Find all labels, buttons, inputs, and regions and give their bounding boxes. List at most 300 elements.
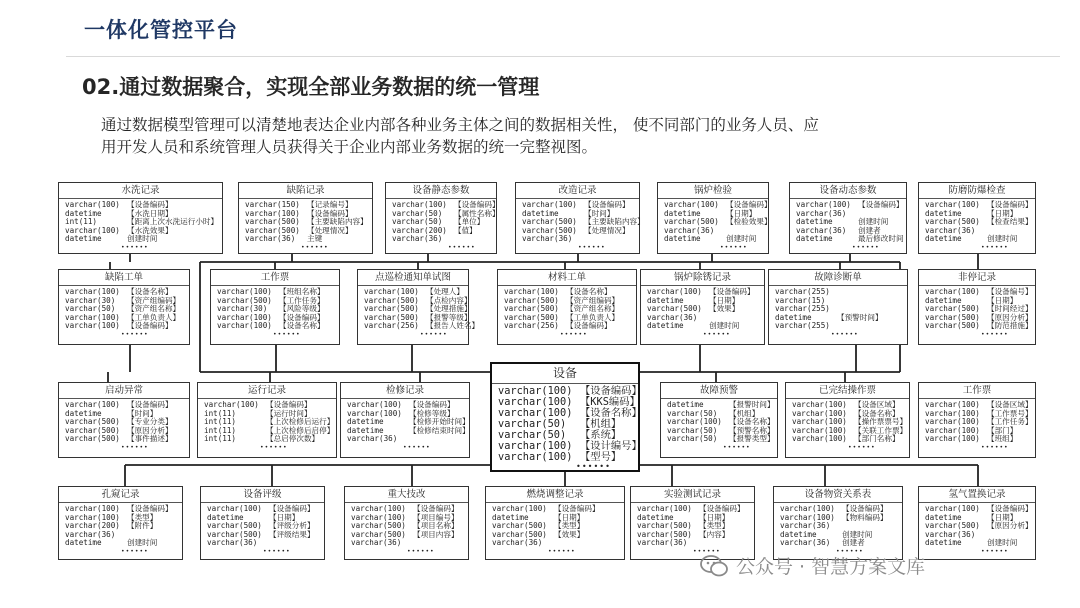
entity-field — [664, 235, 764, 244]
field-type: datetime — [925, 234, 962, 244]
field-type: datetime — [925, 295, 962, 305]
entity-title: 启动异常 — [59, 383, 189, 399]
field-name: 【设备编码】 — [269, 504, 315, 513]
field-type: varchar(100) — [351, 512, 406, 522]
field-type: varchar(100) — [492, 504, 547, 513]
field-name: 【处理人】 — [426, 287, 464, 296]
field-type: varchar(36) — [65, 529, 116, 539]
field-name: 【原因分析】 — [127, 425, 173, 435]
entity-table-t18 — [660, 382, 778, 458]
entity-field — [925, 235, 1031, 244]
field-name: 【报告人姓名】 — [426, 321, 480, 331]
field-name: 【日期】 — [987, 208, 1018, 218]
field-type: varchar(500) — [364, 295, 419, 305]
more-fields-ellipsis: •••••• — [703, 330, 731, 338]
field-name: 【检验效果】 — [726, 217, 772, 227]
more-fields-ellipsis: •••••• — [407, 547, 435, 555]
field-type: varchar(500) — [637, 521, 692, 531]
field-type: varchar(500) — [504, 312, 559, 322]
field-name: 【设计编号】 — [580, 440, 642, 452]
entity-title: 故障预警 — [661, 383, 777, 399]
field-type: varchar(500) — [245, 225, 300, 235]
more-fields-ellipsis: •••••• — [121, 330, 149, 338]
field-name: 【上次检修后启停】 — [266, 425, 335, 435]
field-name — [837, 288, 903, 297]
field-name: 【点检内容】 — [426, 295, 472, 305]
more-fields-ellipsis: •••••• — [578, 243, 606, 251]
field-type: varchar(36) — [780, 521, 831, 531]
field-name: 【水洗日期】 — [127, 208, 173, 218]
field-type: datetime — [925, 208, 962, 218]
field-type: varchar(100) — [780, 512, 835, 522]
entity-table-t11 — [640, 269, 765, 345]
field-name: 【处理情况】 — [584, 225, 630, 235]
field-name: 【工作任务】 — [987, 417, 1033, 427]
field-name: 【设备编码】 — [413, 504, 459, 513]
field-type: varchar(100) — [925, 425, 980, 435]
field-name: 【报警类型】 — [729, 434, 775, 444]
entity-table-t9 — [357, 269, 480, 345]
field-name: 【日期】 — [709, 295, 740, 305]
field-type: varchar(500) — [925, 521, 980, 531]
entity-table-t17 — [490, 362, 640, 472]
field-name: 创建时间 — [987, 538, 1018, 548]
field-type: varchar(36) — [796, 208, 847, 218]
entity-field — [780, 539, 898, 548]
field-name: 【资产组名称】 — [127, 304, 181, 314]
field-name: 【事件描述】 — [127, 434, 173, 444]
field-type: varchar(36) — [780, 538, 831, 548]
field-type: varchar(100) — [780, 504, 835, 513]
entity-field — [498, 452, 634, 463]
field-type: int(11) — [204, 408, 237, 418]
field-name: 【处理措施】 — [426, 304, 472, 314]
entity-title: 孔窥记录 — [59, 487, 182, 503]
field-type: varchar(500) — [522, 217, 577, 227]
field-type: varchar(36) — [245, 234, 296, 244]
field-name: 【工作票号】 — [987, 408, 1033, 418]
field-name: 【评级分析】 — [269, 521, 315, 531]
field-name: 【设备名称】 — [279, 321, 325, 331]
entity-title: 设备静态参数 — [386, 183, 496, 199]
field-type: varchar(100) — [522, 200, 577, 209]
field-type: varchar(100) — [498, 396, 573, 408]
field-name — [837, 297, 903, 306]
field-name: 【设备名称】 — [566, 287, 612, 296]
field-name: 【设备名称】 — [854, 408, 900, 418]
field-type: varchar(100) — [925, 504, 980, 513]
entity-field — [351, 539, 464, 548]
field-name: 主键 — [307, 234, 323, 244]
field-name: 【单位】 — [454, 217, 485, 227]
field-type: varchar(100) — [65, 200, 120, 209]
field-type: varchar(100) — [796, 200, 851, 209]
field-type: int(11) — [204, 434, 237, 444]
field-name: 【项目名称】 — [413, 521, 459, 531]
more-fields-ellipsis: •••••• — [548, 547, 576, 555]
entity-title: 运行记录 — [198, 383, 336, 399]
field-name: 【部门】 — [987, 425, 1018, 435]
more-fields-ellipsis: •••••• — [121, 547, 149, 555]
field-name: 创建者 — [842, 538, 865, 548]
field-type: varchar(200) — [65, 521, 120, 531]
entity-table-t19 — [785, 382, 910, 458]
field-name — [413, 539, 464, 548]
field-type: varchar(36) — [492, 538, 543, 548]
entity-title: 材料工单 — [498, 270, 636, 286]
field-name: 【时间经过】 — [987, 304, 1033, 314]
field-type: varchar(500) — [522, 225, 577, 235]
entity-title: 非停记录 — [919, 270, 1035, 286]
field-name: 【报警等级】 — [426, 312, 472, 322]
entity-title: 设备物资关系表 — [774, 487, 902, 503]
field-type: varchar(100) — [347, 408, 402, 418]
entity-table-t24 — [485, 486, 625, 560]
field-type: varchar(100) — [792, 408, 847, 418]
field-name: 【设备编码】 — [842, 504, 888, 513]
field-name: 【评级结果】 — [269, 529, 315, 539]
field-type: datetime — [65, 234, 102, 244]
field-name: 【设备编号】 — [987, 287, 1033, 296]
field-type: varchar(150) — [245, 200, 300, 209]
entity-field — [925, 322, 1031, 331]
field-type: varchar(256) — [504, 321, 559, 331]
field-type: datetime — [492, 512, 529, 522]
field-type: varchar(500) — [364, 304, 419, 314]
field-name: 【记录编号】 — [307, 200, 353, 209]
field-name: 【日期】 — [269, 512, 300, 522]
field-type: datetime — [347, 425, 384, 435]
entity-table-t25 — [630, 486, 755, 560]
field-name: 【日期】 — [554, 512, 585, 522]
field-name: 【工单负责人】 — [566, 312, 620, 322]
entity-title: 水洗记录 — [59, 183, 222, 199]
entity-title: 已完结操作票 — [786, 383, 909, 399]
field-type: varchar(500) — [664, 217, 719, 227]
entity-title: 设备动态参数 — [790, 183, 906, 199]
more-fields-ellipsis: •••••• — [448, 243, 476, 251]
field-name: 【KKS编码】 — [580, 396, 640, 408]
field-type: varchar(500) — [364, 312, 419, 322]
field-name: 【检查结果】 — [987, 217, 1033, 227]
field-name: 【类型】 — [699, 521, 730, 531]
entity-table-t15 — [197, 382, 337, 458]
field-name: 【班组名称】 — [279, 287, 325, 296]
entity-field — [245, 235, 368, 244]
entity-title: 燃烧调整记录 — [486, 487, 624, 503]
entity-table-t4 — [657, 182, 772, 254]
more-fields-ellipsis: •••••• — [263, 547, 291, 555]
entity-title: 设备评级 — [201, 487, 324, 503]
field-type: datetime — [347, 417, 384, 427]
field-name: 【报警时间】 — [729, 400, 775, 409]
field-type: datetime — [775, 312, 812, 322]
field-name: 【资产组编码】 — [127, 295, 181, 305]
field-name: 【物料编码】 — [842, 512, 888, 522]
entity-table-t0 — [58, 182, 223, 254]
field-type: varchar(100) — [498, 407, 573, 419]
field-type: varchar(500) — [245, 217, 300, 227]
entity-table-t2 — [385, 182, 500, 254]
field-name: 【机组】 — [580, 418, 622, 430]
field-type: varchar(36) — [347, 434, 398, 444]
entity-title: 改造记录 — [516, 183, 639, 199]
field-type: varchar(50) — [498, 429, 567, 441]
entity-table-t26 — [773, 486, 903, 560]
entity-table-t22 — [200, 486, 325, 560]
more-fields-ellipsis: •••••• — [403, 443, 431, 451]
field-type: varchar(500) — [492, 529, 547, 539]
field-name: 【设备编码】 — [554, 504, 600, 513]
field-name: 【距离上次水洗运行小时】 — [127, 217, 219, 227]
platform-title: 一体化管控平台 — [84, 18, 238, 42]
field-type: varchar(100) — [65, 400, 120, 409]
entity-field — [65, 322, 185, 331]
field-type: int(11) — [204, 417, 237, 427]
field-name: 【预警时间】 — [837, 312, 883, 322]
entity-title: 检修记录 — [341, 383, 469, 399]
field-type: varchar(100) — [667, 417, 722, 427]
field-name: 【班组】 — [987, 434, 1018, 444]
field-type: varchar(100) — [207, 504, 262, 513]
field-type: varchar(30) — [217, 304, 268, 314]
field-type: varchar(100) — [664, 200, 719, 209]
field-name: 【设备编码】 — [127, 321, 173, 331]
entity-field — [492, 539, 620, 548]
field-name: 【检修开始时间】 — [409, 417, 470, 427]
field-name: 【原因分析】 — [987, 521, 1033, 531]
field-type: varchar(50) — [392, 217, 443, 227]
field-type: varchar(500) — [65, 425, 120, 435]
field-name: 【机组】 — [729, 408, 760, 418]
wechat-icon — [700, 555, 728, 577]
field-type: varchar(100) — [792, 400, 847, 409]
field-type: varchar(500) — [925, 304, 980, 314]
more-fields-ellipsis: •••••• — [831, 330, 859, 338]
field-type: int(11) — [65, 217, 98, 227]
field-type: varchar(500) — [207, 529, 262, 539]
field-type: varchar(36) — [796, 225, 847, 235]
field-type: varchar(100) — [364, 287, 419, 296]
field-name — [584, 235, 635, 244]
field-type: varchar(100) — [925, 408, 980, 418]
field-name: 【设备编码】 — [127, 400, 173, 409]
field-name: 【时间】 — [127, 408, 158, 418]
field-name: 最后修改时间 — [858, 234, 904, 244]
field-type: datetime — [664, 208, 701, 218]
field-name: 【设备名称】 — [580, 407, 642, 419]
entity-table-t10 — [497, 269, 637, 345]
field-name: 创建时间 — [858, 217, 889, 227]
field-type: datetime — [925, 512, 962, 522]
field-type: datetime — [796, 217, 833, 227]
field-name: 【日期】 — [987, 295, 1018, 305]
field-type: varchar(500) — [504, 304, 559, 314]
field-name: 【日期】 — [987, 512, 1018, 522]
entity-table-t1 — [238, 182, 373, 254]
field-type: varchar(500) — [65, 434, 120, 444]
field-type: datetime — [780, 529, 817, 539]
field-type: varchar(500) — [207, 521, 262, 531]
field-name: 【防范措施】 — [987, 321, 1033, 331]
more-fields-ellipsis: •••••• — [560, 330, 588, 338]
field-type: varchar(100) — [498, 451, 573, 463]
field-name: 【上次检修后运行】 — [266, 417, 335, 427]
field-type: varchar(255) — [775, 321, 830, 331]
watermark-text: 公众号 · 智慧方案文库 — [736, 556, 926, 578]
field-type: varchar(30) — [65, 295, 116, 305]
field-name: 【附件】 — [127, 521, 158, 531]
field-type: varchar(36) — [647, 312, 698, 322]
field-name: 【风险等级】 — [279, 304, 325, 314]
field-name: 【设备编码】 — [454, 200, 500, 209]
entity-field — [504, 322, 632, 331]
field-name: 【工作任务】 — [279, 295, 325, 305]
field-type: datetime — [522, 208, 559, 218]
entity-title: 实验测试记录 — [631, 487, 754, 503]
entity-title: 设备 — [492, 364, 638, 384]
field-name: 【属性名称】 — [454, 208, 500, 218]
field-name: 【设备编码】 — [279, 312, 325, 322]
more-fields-ellipsis: •••••• — [301, 243, 329, 251]
field-type: varchar(100) — [204, 400, 259, 409]
field-type: datetime — [925, 538, 962, 548]
field-name: 【关联工作票】 — [854, 425, 908, 435]
entity-title: 锅炉检验 — [658, 183, 768, 199]
field-type: varchar(50) — [65, 304, 116, 314]
field-name: 【设备编码】 — [987, 200, 1033, 209]
field-type: datetime — [667, 400, 704, 409]
field-name: 创建时间 — [842, 529, 873, 539]
field-type: int(11) — [204, 425, 237, 435]
field-type: varchar(100) — [925, 417, 980, 427]
field-name: 【设备编码】 — [987, 504, 1033, 513]
field-type: varchar(36) — [664, 225, 715, 235]
field-name: 【预警名称】 — [729, 425, 775, 435]
more-fields-ellipsis: •••••• — [836, 547, 864, 555]
field-name: 【设备编码】 — [584, 200, 630, 209]
field-name: 【设备编码】 — [566, 321, 612, 331]
field-type: varchar(100) — [217, 321, 272, 331]
field-name: 创建时间 — [987, 234, 1018, 244]
field-type: varchar(100) — [792, 434, 847, 444]
entity-table-t5 — [789, 182, 907, 254]
field-type: varchar(36) — [392, 234, 443, 244]
field-type: varchar(500) — [925, 217, 980, 227]
field-type: varchar(500) — [504, 295, 559, 305]
entity-title: 缺陷工单 — [59, 270, 189, 286]
field-type: varchar(36) — [207, 538, 258, 548]
field-type: varchar(100) — [392, 200, 447, 209]
entity-title: 氢气置换记录 — [919, 487, 1035, 503]
entity-table-t20 — [918, 382, 1036, 458]
entity-field — [647, 322, 760, 331]
entity-table-t7 — [58, 269, 190, 345]
entity-table-t16 — [340, 382, 470, 458]
field-name: 创建时间 — [127, 234, 158, 244]
entity-title: 缺陷记录 — [239, 183, 372, 199]
field-name: 创建时间 — [709, 321, 740, 331]
field-type: varchar(36) — [637, 538, 688, 548]
more-fields-ellipsis: •••••• — [273, 330, 301, 338]
field-name: 创建时间 — [726, 234, 757, 244]
description-line-1: 通过数据模型管理可以清楚地表达企业内部各种业务主体之间的数据相关性， 使不同部门的业务人员、应 — [101, 116, 819, 134]
more-fields-ellipsis: •••••• — [981, 330, 1009, 338]
field-type: varchar(500) — [217, 295, 272, 305]
field-name: 【日期】 — [726, 208, 757, 218]
field-type: varchar(50) — [498, 418, 567, 430]
field-name: 【设备编码】 — [580, 385, 642, 397]
field-type: varchar(100) — [65, 287, 120, 296]
field-name: 【检修结束时间】 — [409, 425, 470, 435]
entity-table-t12 — [768, 269, 908, 345]
section-title: 02.通过数据聚合，实现全部业务数据的统一管理 — [82, 75, 540, 99]
field-type: varchar(36) — [925, 225, 976, 235]
field-name: 【项目编号】 — [413, 512, 459, 522]
field-type: varchar(100) — [65, 504, 120, 513]
field-type: varchar(100) — [504, 287, 559, 296]
more-fields-ellipsis: •••••• — [723, 443, 751, 451]
field-name: 【专业分类】 — [127, 417, 173, 427]
field-type: varchar(500) — [65, 417, 120, 427]
field-type: varchar(255) — [775, 287, 830, 296]
field-type: varchar(100) — [925, 434, 980, 444]
field-type: varchar(100) — [925, 287, 980, 296]
field-name: 【操作票票号】 — [854, 417, 908, 427]
entity-title: 防磨防爆检查 — [919, 183, 1035, 199]
entity-field — [775, 322, 903, 331]
more-fields-ellipsis: •••••• — [576, 462, 611, 471]
field-name — [837, 322, 903, 331]
more-fields-ellipsis: •••••• — [121, 243, 149, 251]
field-type: varchar(500) — [351, 529, 406, 539]
more-fields-ellipsis: •••••• — [852, 243, 880, 251]
description-line-2: 用开发人员和系统管理人员获得关于企业内部业务数据的统一完整视图。 — [101, 138, 598, 156]
field-name: 【运行时间】 — [266, 408, 312, 418]
field-type: varchar(36) — [925, 529, 976, 539]
entity-table-t13 — [918, 269, 1036, 345]
field-name: 【资产组名称】 — [566, 304, 620, 314]
field-name: 【资产组编码】 — [566, 295, 620, 305]
entity-field — [204, 435, 332, 444]
field-type: datetime — [65, 538, 102, 548]
more-fields-ellipsis: •••••• — [121, 443, 149, 451]
field-name: 【日期】 — [699, 512, 730, 522]
field-name: 【时间】 — [584, 208, 615, 218]
entity-table-t3 — [515, 182, 645, 254]
field-type: varchar(100) — [637, 504, 692, 513]
field-type: varchar(100) — [65, 225, 120, 235]
entity-table-t14 — [58, 382, 190, 458]
field-type: varchar(36) — [351, 538, 402, 548]
entity-table-t6 — [918, 182, 1036, 254]
field-name: 【类型】 — [127, 512, 158, 522]
field-type: varchar(100) — [498, 440, 573, 452]
field-name: 【值】 — [454, 225, 477, 235]
more-fields-ellipsis: •••••• — [260, 443, 288, 451]
field-type: varchar(500) — [351, 521, 406, 531]
field-name — [269, 539, 320, 548]
field-name: 【工单负责人】 — [127, 312, 181, 322]
field-name: 【效果】 — [554, 529, 585, 539]
field-name — [554, 539, 620, 548]
entity-field — [364, 321, 480, 331]
field-type: varchar(100) — [925, 400, 980, 409]
field-name: 【设备编码】 — [409, 400, 455, 409]
field-type: datetime — [207, 512, 244, 522]
entity-field — [667, 435, 773, 444]
field-name: 【设备编码】 — [858, 200, 904, 209]
